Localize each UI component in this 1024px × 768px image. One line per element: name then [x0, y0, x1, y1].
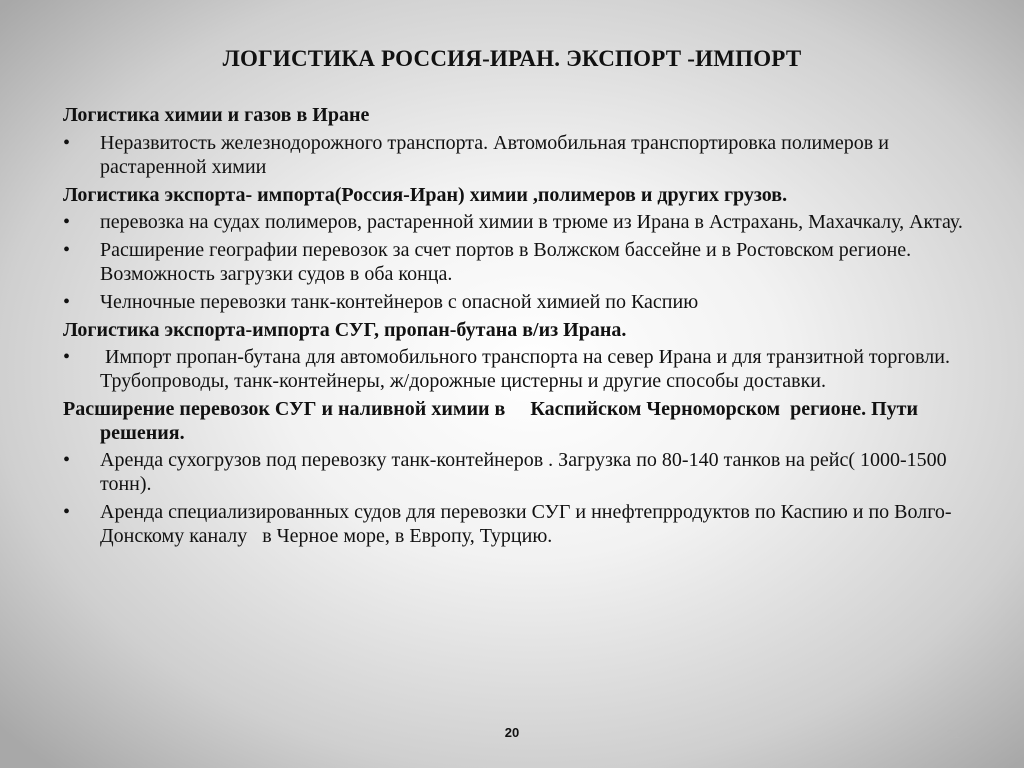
list-item-text: Неразвитость железнодорожного транспорта. Автомобильная транспортировка полимеров и растаренной химии: [100, 132, 889, 178]
bullet-icon: •: [63, 449, 71, 471]
list-item-text: перевозка на судах полимеров, растаренной химии в трюме из Ирана в Астрахань, Махачкалу, Актау.: [100, 211, 963, 233]
bullet-icon: •: [63, 501, 71, 523]
section-list-lpg: [63, 345, 963, 393]
section-heading-expansion: Расширение перевозок СУГ и наливной химии в Каспийском Черноморском регионе. Пути решения.: [63, 398, 923, 444]
list-item: [63, 345, 963, 393]
list-item-text: Импорт пропан-бутана для автомобильного транспорта на север Ирана и для транзитной торговли. Трубопроводы, танк-контейнеры, ж/дорожные цистерны и другие способы доставки.: [100, 346, 955, 392]
section-heading-export-import: Логистика экспорта- импорта(Россия-Иран) химии ,полимеров и других грузов.: [63, 184, 788, 206]
list-item-text: Челночные перевозки танк-контейнеров с опасной химией по Каспию: [100, 291, 699, 313]
section-heading-chemistry-iran: Логистика химии и газов в Иране: [63, 104, 370, 126]
list-item: [63, 448, 963, 496]
section-list-export-import: [63, 210, 963, 314]
list-item-text: Аренда специализированных судов для перевозки СУГ и ннефтепрродуктов по Каспию и по Волго-Донскому каналу в Черное море, в Европу, Турцию.: [100, 501, 952, 547]
slide-title: ЛОГИСТИКА РОССИЯ-ИРАН. ЭКСПОРТ -ИМПОРТ: [222, 46, 802, 71]
bullet-icon: •: [63, 132, 71, 154]
bullet-icon: •: [63, 211, 71, 233]
bullet-icon: •: [63, 291, 71, 313]
bullet-icon: •: [63, 346, 71, 368]
page-number: 20: [504, 725, 520, 740]
list-item: [63, 238, 963, 286]
slide-number: 21: [946, 727, 960, 741]
list-item: [63, 500, 963, 548]
list-item: [63, 290, 963, 314]
section-list-expansion: [63, 448, 963, 548]
list-item-text: Расширение географии перевозок за счет портов в Волжском бассейне и в Ростовском регионе. Возможность загрузки судов в оба конца.: [100, 239, 912, 285]
slide-body: [63, 103, 963, 552]
section-heading-lpg: Логистика экспорта-импорта СУГ, пропан-бутана в/из Ирана.: [63, 319, 627, 341]
list-item: [63, 210, 963, 234]
list-item-text: Аренда сухогрузов под перевозку танк-контейнеров . Загрузка по 80-140 танков на рейс( 1000-1500 тонн).: [100, 449, 947, 495]
bullet-icon: •: [63, 239, 71, 261]
list-item: [63, 131, 963, 179]
section-list-chemistry-iran: [63, 131, 963, 179]
